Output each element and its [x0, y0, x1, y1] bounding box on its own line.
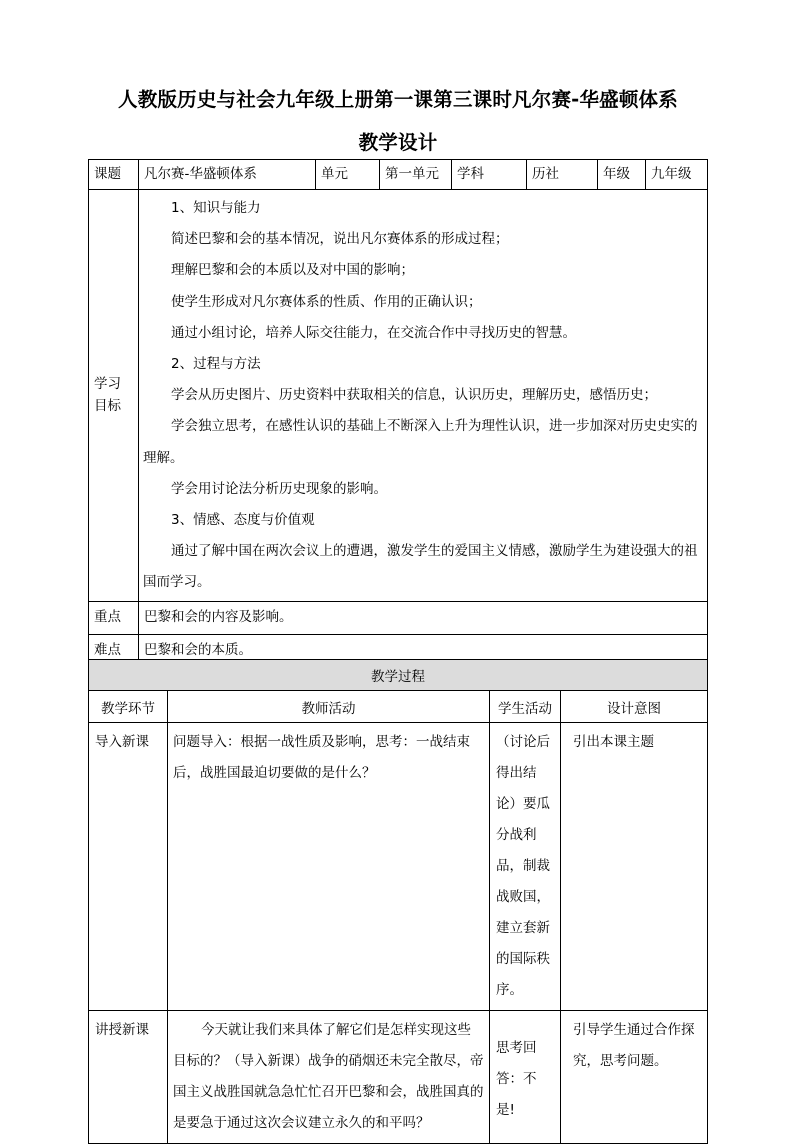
subject-label: 学科 — [452, 160, 527, 190]
teacher-activity-cell: 问题导入：根据一战性质及影响，思考：一战结束后，战胜国最迫切要做的是什么？ — [168, 723, 490, 1011]
column-header: 学生活动 — [490, 691, 561, 723]
subject-value: 历社 — [527, 160, 598, 190]
column-header: 教学环节 — [89, 691, 168, 723]
objective-line: 1、知识与能力 — [171, 200, 261, 216]
objective-line: 学会从历史图片、历史资料中获取相关的信息，认识历史，理解历史，感悟历史； — [171, 387, 657, 404]
difficulty-label: 难点 — [89, 634, 139, 667]
table-row — [89, 723, 708, 1011]
objective-line: 使学生形成对凡尔赛体系的性质、作用的正确认识； — [171, 293, 482, 310]
stage-cell: 讲授新课 — [89, 1011, 168, 1144]
topic-label: 课题 — [89, 160, 139, 190]
process-header: 教学过程 — [89, 660, 708, 691]
key-point-label: 重点 — [89, 601, 139, 634]
teacher-activity-cell: 今天就让我们来具体了解它们是怎样实现这些目标的？（导入新课）战争的硝烟还未完全散尽，帝国主义战胜国就急急忙忙召开巴黎和会，战胜国真的是要急于通过这次会议建立永久的和平吗？ — [168, 1011, 490, 1144]
objectives-content — [139, 190, 708, 602]
teaching-process-table — [88, 659, 708, 1144]
objective-line: 3、情感、态度与价值观 — [171, 512, 315, 529]
key-point-text: 巴黎和会的内容及影响。 — [139, 601, 708, 634]
student-activity-cell: （讨论后得出结论）要瓜分战利品，制裁战败国，建立套新的国际秩序。 — [490, 723, 561, 1011]
grade-label: 年级 — [598, 160, 646, 190]
grade-value: 九年级 — [646, 160, 708, 190]
unit-value: 第一单元 — [380, 160, 452, 190]
column-header: 设计意图 — [561, 691, 708, 723]
objectives-label: 学习目标 — [89, 190, 139, 602]
column-header: 教师活动 — [168, 691, 490, 723]
unit-label: 单元 — [316, 160, 380, 190]
document-title-line1: 人教版历史与社会九年级上册第一课第三课时凡尔赛-华盛顿体系 — [118, 88, 678, 111]
topic-value: 凡尔赛-华盛顿体系 — [139, 160, 316, 190]
objective-line: 通过小组讨论，培养人际交往能力，在交流合作中寻找历史的智慧。 — [171, 324, 576, 341]
objective-line: 理解巴黎和会的本质以及对中国的影响； — [171, 262, 414, 279]
table-row — [89, 1011, 708, 1144]
design-intent-cell: 引出本课主题 — [561, 723, 708, 1011]
lesson-info-table — [88, 159, 708, 668]
student-activity-cell: 思考回答：不是! — [490, 1011, 561, 1144]
design-intent-cell: 引导学生通过合作探究，思考问题。 — [561, 1011, 708, 1144]
objective-line: 学会独立思考，在感性认识的基础上不断深入上升为理性认识，进一步加深对历史史实的理解。 — [143, 418, 698, 466]
objective-line: 通过了解中国在两次会议上的遭遇，激发学生的爱国主义情感，激励学生为建设强大的祖国而学习。 — [143, 543, 698, 591]
stage-cell: 导入新课 — [89, 723, 168, 1011]
document-title-line2: 教学设计 — [358, 131, 438, 154]
objective-line: 简述巴黎和会的基本情况，说出凡尔赛体系的形成过程； — [171, 231, 509, 248]
objective-line: 学会用讨论法分析历史现象的影响。 — [171, 480, 387, 497]
objective-line: 2、过程与方法 — [171, 356, 261, 373]
difficulty-text: 巴黎和会的本质。 — [139, 634, 708, 667]
